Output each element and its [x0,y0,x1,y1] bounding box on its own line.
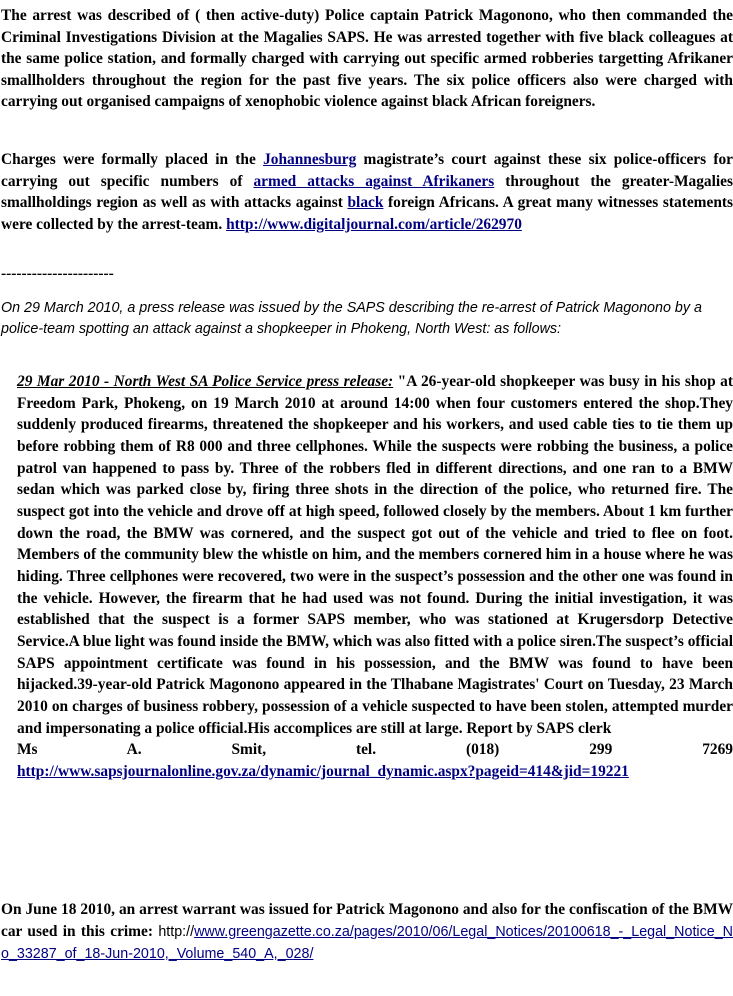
link-armed-attacks[interactable]: armed attacks against Afrikaners [253,172,495,190]
charges-text-4: foreign Africans. A great many witnesses statements were collected by the arrest-team. [1,194,733,234]
link-johannesburg[interactable]: Johannesburg [263,151,357,168]
link-sapsjournal[interactable]: http://www.sapsjournalonline.gov.za/dynamic/journal_dynamic.aspx?pageid=414&jid=19221 [17,762,629,780]
paragraph-arrest: The arrest was described of ( then active-duty) Police captain Patrick Magonono, who then commanded the Criminal Investigations Division at the Magalies SAPS. He was arrested together with five black colleagues at the same police station, and formally charged with carrying out specific armed robberies targetting Afrikaner smallholders throughout the region for the past five years. The six police officers also were charged with carrying out organised campaigns of xenophobic violence against black African foreigners. [1,7,733,111]
press-release-quote [17,371,733,782]
warrant-text: On June 18 2010, an arrest warrant was issued for Patrick Magonono and also for the confiscation of the BMW car used in this crime: [1,901,733,940]
paragraph-charges [1,149,733,236]
link-greengazette[interactable]: www.greengazette.co.za/pages/2010/06/Legal_Notices/20100618_-_Legal_Notice_No_33287_of_18-Jun-2010,_Volume_540_A,_028/ [1,923,733,963]
separator-line: ---------------------- [1,265,114,282]
press-release-contact: Ms A. Smit, tel. (018) 299 7269 [17,741,733,759]
press-release-heading: 29 Mar 2010 - North West SA Police Service press release: [17,373,394,390]
press-release-body: "A 26-year-old shopkeeper was busy in his shop at Freedom Park, Phokeng, on 19 March 2010 at around 14:00 when four customers entered the shop.They suddenly produced firearms, threatened the shopkeeper and his workers, and used cable ties to tie them up before robbing them of R8 000 and three cellphones. While the suspects were robbing the business, a police patrol van happened to pass by. Three of the robbers fled in different directions, and one ran to a BMW sedan which was parked close by, firing three shots in the direction of the police, who returned fire. The suspect got into the vehicle and drove off at high speed, followed closely by the members. About 1 km further down the road, the BMW was cornered, and the suspect got out of the vehicle and tried to flee on foot. Members of the community blew the whistle on him, and the members cornered him in a house where he was hiding. Three cellphones were recovered, two were in the suspect’s possession and the other one was found in the vehicle. However, the firearm that he had used was not found. During the initial investigation, it was established that the suspect is a former SAPS member, who was stationed at Krugersdorp Detective Service.A blue light was found inside the BMW, which was also fitted with a police siren.The suspect’s official SAPS appointment certificate was found in his possession, and the BMW was found to have been hijacked.39-year-old Patrick Magonono appeared in the Tlhabane Magistrates' Court on Tuesday, 23 March 2010 on charges of business robbery, possession of a vehicle suspected to have been stolen, attempted murder and impersonating a police official.His accomplices are still at large. Report by SAPS clerk [17,373,733,737]
link-digitaljournal[interactable]: http://www.digitaljournal.com/article/262970 [226,216,522,234]
warrant-url-prefix: http:// [158,923,195,940]
intro-paragraph: On 29 March 2010, a press release was issued by the SAPS describing the re-arrest of Patrick Magonono by a police-team spotting an attack against a shopkeeper in Phokeng, North West: as follows: [1,300,702,337]
paragraph-warrant [1,899,733,966]
link-black[interactable]: black [347,194,384,212]
charges-text-1: Charges were formally placed in the [1,151,264,168]
charges-text-3: throughout the greater-Magalies smallholdings region as well as with attacks against [1,172,733,212]
charges-text-2: magistrate’s court against these six police-officers for carrying out specific numbers of [1,151,733,190]
